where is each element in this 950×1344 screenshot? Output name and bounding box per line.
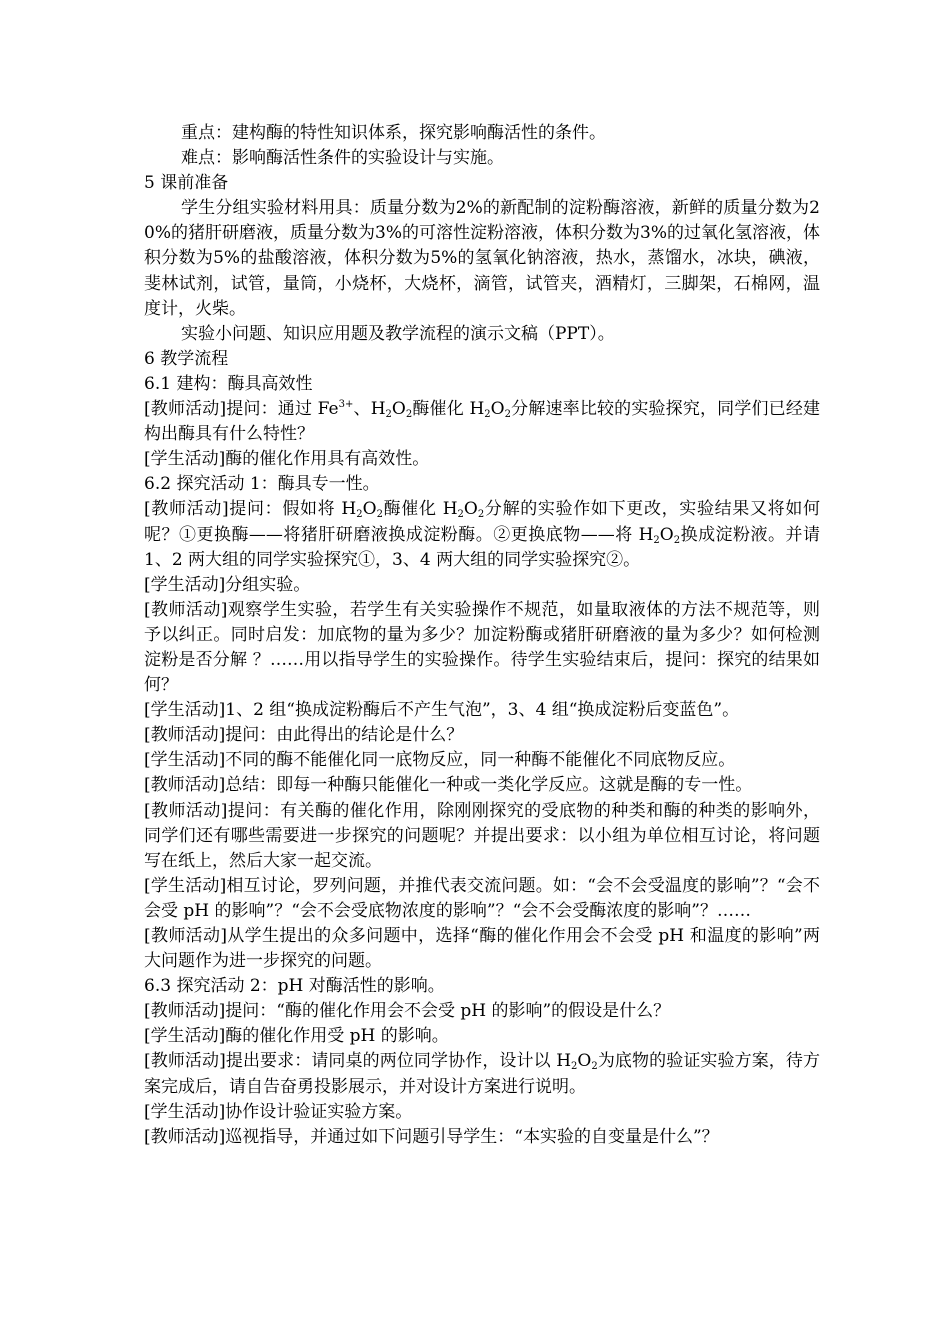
section-heading-6-3: 6.3 探究活动 2：pH 对酶活性的影响。: [144, 976, 445, 997]
student-activity-6-2c: [学生活动]不同的酶不能催化同一底物反应，同一种酶不能催化不同底物反应。: [144, 750, 736, 771]
teacher-activity-6-2d: [教师活动]总结：即每一种酶只能催化一种或一类化学反应。这就是酶的专一性。: [144, 775, 753, 796]
teacher-activity-6-3c: [教师活动]巡视指导，并通过如下问题引导学生：“本实验的自变量是什么”？: [144, 1126, 719, 1147]
section-heading-6-2: 6.2 探究活动 1：酶具专一性。: [144, 474, 380, 495]
teacher-activity-6-3a: [教师活动]提问：“酶的催化作用会不会受 pH 的影响”的假设是什么？: [144, 1001, 671, 1022]
student-activity-6-1: [学生活动]酶的催化作用具有高效性。: [144, 449, 430, 470]
teacher-activity-6-2e: [教师活动]提问：有关酶的催化作用，除刚刚探究的受底物的种类和酶的种类的影响外，同学们还有哪些需要进一步探究的问题呢？并提出要求：以小组为单位相互讨论，将问题写在纸上，然后大家一起交流。: [144, 800, 820, 871]
teacher-activity-6-3b: [教师活动]提出要求：请同桌的两位同学协作，设计以 $H_2O_2$为底物的验证实验方案，待方案完成后，请自告奋勇投影展示，并对设计方案进行说明。: [144, 1051, 821, 1097]
teacher-activity-6-2f: [教师活动]从学生提出的众多问题中，选择“酶的催化作用会不会受 pH 和温度的影响”两大问题作为进一步探究的问题。: [144, 926, 820, 972]
student-activity-6-3a: [学生活动]酶的催化作用受 pH 的影响。: [144, 1026, 449, 1047]
materials-paragraph: 学生分组实验材料用具：质量分数为2%的新配制的淀粉酶溶液，新鲜的质量分数为20%的猪肝研磨液，质量分数为3%的可溶性淀粉溶液，体积分数为3%的过氧化氢溶液，体积分数为5%的盐酸溶液，体积分数为5%的氢氧化钠溶液，热水，蒸馏水，冰块，碘液，斐林试剂，试管，量筒，小烧杯，大烧杯，滴管，试管夹，酒精灯，三脚架，石棉网，温度计，火柴。: [144, 198, 820, 319]
section-heading-5: 5 课前准备: [144, 173, 229, 194]
teacher-activity-6-1: [教师活动]提问：通过 $Fe^{3+}$、$H_2O_2$酶催化 $H_2O_2$分解速率比较的实验探究，同学们已经建构出酶具有什么特性？: [144, 399, 821, 445]
section-heading-6-1: 6.1 建构：酶具高效性: [144, 373, 313, 394]
student-activity-6-2b: [学生活动]1、2 组“换成淀粉酶后不产生气泡”，3、4 组“换成淀粉后变蓝色”。: [144, 700, 740, 721]
difficult-point: 难点：影响酶活性条件的实验设计与实施。: [181, 148, 504, 169]
teacher-activity-6-2a: [教师活动]提问：假如将 $H_2O_2$酶催化 $H_2O_2$分解的实验作如下更改，实验结果又将如何呢？①更换酶——将猪肝研磨液换成淀粉酶。②更换底物——将 $H_2O_2$换成淀粉液。并请 1、2 两大组的同学实验探究①，3、4 两大组的同学实验探究②。: [144, 499, 820, 570]
ppt-paragraph: 实验小问题、知识应用题及教学流程的演示文稿（PPT）。: [181, 323, 615, 344]
section-heading-6: 6 教学流程: [144, 348, 229, 369]
student-activity-6-3b: [学生活动]协作设计验证实验方案。: [144, 1101, 413, 1122]
teacher-activity-6-2b: [教师活动]观察学生实验，若学生有关实验操作不规范，如量取液体的方法不规范等，则予以纠正。同时启发：加底物的量为多少？加淀粉酶或猪肝研磨液的量为多少？如何检测淀粉是否分解 ？……用以指导学生的实验操作。待学生实验结束后，提问：探究的结果如何？: [144, 599, 820, 696]
document-page: [144, 121, 820, 1150]
student-activity-6-2e: [学生活动]相互讨论，罗列问题，并推代表交流问题。如：“会不会受温度的影响”？“会不会受 pH 的影响”？“会不会受底物浓度的影响”？“会不会受酶浓度的影响”？……: [144, 875, 820, 921]
student-activity-6-2a: [学生活动]分组实验。: [144, 574, 311, 595]
teacher-activity-6-2c: [教师活动]提问：由此得出的结论是什么？: [144, 725, 464, 746]
key-point: 重点：建构酶的特性知识体系，探究影响酶活性的条件。: [181, 123, 606, 143]
